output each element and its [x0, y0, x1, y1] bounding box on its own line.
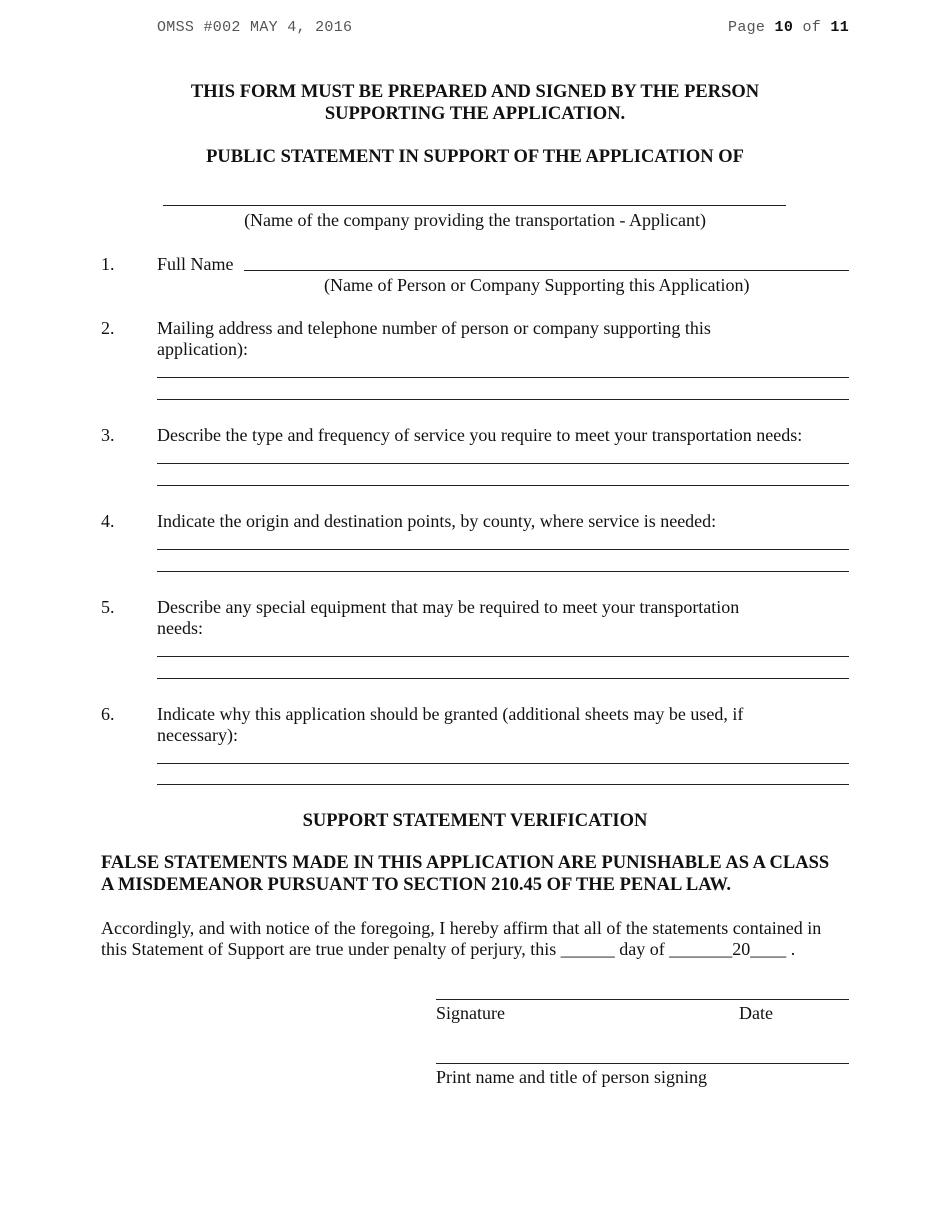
question-3-number: 3. [101, 425, 115, 445]
question-6-text-line1: Indicate why this application should be granted (additional sheets may be used, if [157, 704, 744, 724]
print-name-line[interactable] [436, 1063, 849, 1064]
statement-title: PUBLIC STATEMENT IN SUPPORT OF THE APPLICATION OF [206, 147, 744, 167]
answer-line[interactable] [157, 485, 849, 486]
form-title-line1: THIS FORM MUST BE PREPARED AND SIGNED BY THE PERSON [190, 82, 760, 102]
penalty-warning-line2: A MISDEMEANOR PURSUANT TO SECTION 210.45 OF THE PENAL LAW. [101, 875, 731, 895]
answer-line[interactable] [157, 399, 849, 400]
question-6-text-line2: necessary): [157, 725, 238, 745]
applicant-caption: (Name of the company providing the transportation - Applicant) [244, 210, 706, 230]
question-5-number: 5. [101, 597, 115, 617]
answer-line[interactable] [157, 377, 849, 378]
signature-line[interactable] [436, 999, 849, 1000]
question-5-text-line1: Describe any special equipment that may be required to meet your transportation [157, 597, 740, 617]
question-2-text-line1: Mailing address and telephone number of person or company supporting this [157, 318, 711, 338]
answer-line[interactable] [157, 763, 849, 764]
form-id: OMSS #002 MAY 4, 2016 [157, 19, 353, 36]
question-4-text: Indicate the origin and destination points, by county, where service is needed: [157, 511, 717, 531]
form-title-line2: SUPPORTING THE APPLICATION. [324, 104, 626, 124]
full-name-caption: (Name of Person or Company Supporting this Application) [324, 275, 750, 295]
question-5-text-line2: needs: [157, 618, 203, 638]
page-number [728, 19, 849, 36]
answer-line[interactable] [157, 784, 849, 785]
question-4-number: 4. [101, 511, 115, 531]
answer-line[interactable] [157, 463, 849, 464]
date-label: Date [739, 1003, 773, 1023]
question-1-number: 1. [101, 254, 115, 274]
full-name-line[interactable] [244, 270, 849, 271]
affirmation-line1: Accordingly, and with notice of the foregoing, I hereby affirm that all of the statements contained in [101, 918, 822, 938]
applicant-name-line[interactable] [163, 205, 786, 206]
penalty-warning-line1: FALSE STATEMENTS MADE IN THIS APPLICATION ARE PUNISHABLE AS A CLASS [101, 853, 830, 873]
question-1-label: Full Name [157, 254, 234, 274]
signature-label: Signature [436, 1003, 505, 1023]
page-total: 11 [830, 19, 849, 36]
question-2-number: 2. [101, 318, 115, 338]
answer-line[interactable] [157, 656, 849, 657]
answer-line[interactable] [157, 549, 849, 550]
print-name-label: Print name and title of person signing [436, 1067, 707, 1087]
verification-heading: SUPPORT STATEMENT VERIFICATION [302, 811, 648, 831]
question-3-text: Describe the type and frequency of service you require to meet your transportation needs: [157, 425, 803, 445]
page-prefix: Page [728, 19, 766, 36]
page-current: 10 [774, 19, 794, 36]
affirmation-line2: this Statement of Support are true under penalty of perjury, this ______ day of _______20____ . [101, 939, 796, 959]
answer-line[interactable] [157, 571, 849, 572]
question-6-number: 6. [101, 704, 115, 724]
answer-line[interactable] [157, 678, 849, 679]
question-2-text-line2: application): [157, 339, 248, 359]
page-of: of [802, 19, 822, 36]
